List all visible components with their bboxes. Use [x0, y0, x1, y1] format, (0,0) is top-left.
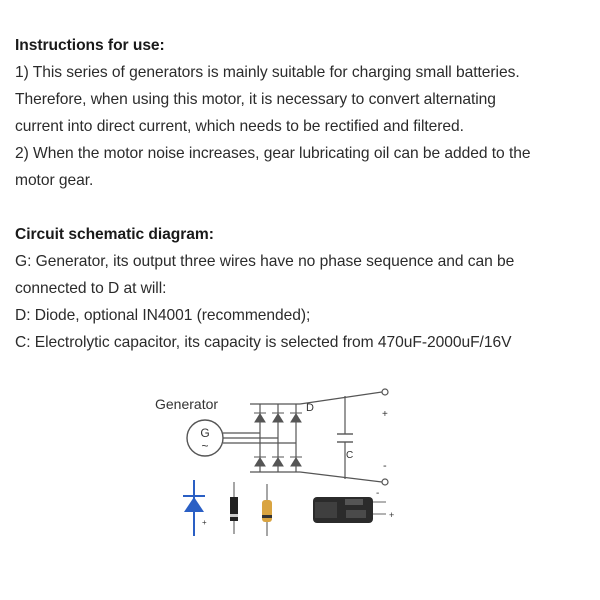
generator-ac-label: ~: [201, 439, 209, 453]
document-body: [15, 32, 595, 356]
circuit-diagram: [150, 384, 410, 554]
circuit-heading: Circuit schematic diagram:: [15, 226, 214, 243]
instructions-heading: Instructions for use:: [15, 37, 165, 54]
capacitor-component-minus-label: -: [376, 488, 380, 499]
section-spacer: [15, 194, 595, 221]
bridge-diodes-upper: [254, 413, 302, 422]
led-diode-icon: [183, 480, 205, 536]
circuit-line-3: D: Diode, optional IN4001 (recommended);: [15, 307, 311, 324]
instructions-line-3: current into direct current, which needs to be rectified and filtered.: [15, 118, 464, 135]
generator-symbol: [187, 420, 223, 456]
generator-g-label: G: [200, 426, 210, 440]
circuit-line-1: G: Generator, its output three wires have no phase sequence and can be: [15, 253, 515, 270]
circuit-line-4: C: Electrolytic capacitor, its capacity is selected from 470uF-2000uF/16V: [15, 334, 512, 351]
diode-component-plus-label: +: [202, 518, 207, 527]
capacitor-label: C: [346, 450, 354, 461]
glass-diode-icon: [262, 484, 272, 536]
bridge-diodes-lower: [254, 457, 302, 466]
instructions-line-2: Therefore, when using this motor, it is necessary to convert alternating: [15, 91, 496, 108]
1n4001-diode-icon: [230, 482, 238, 534]
circuit-line-2: connected to D at will:: [15, 280, 167, 297]
generator-label: Generator: [155, 396, 219, 412]
electrolytic-capacitor-icon: [313, 497, 386, 523]
instructions-line-1: 1) This series of generators is mainly suitable for charging small batteries.: [15, 64, 520, 81]
circuit-diagram-svg: [150, 384, 410, 554]
output-plus-label: +: [382, 409, 388, 420]
capacitor-component-plus-label: +: [389, 510, 395, 520]
instructions-line-4: 2) When the motor noise increases, gear lubricating oil can be added to the: [15, 145, 531, 162]
diode-label: D: [306, 402, 314, 414]
output-minus-label: -: [383, 460, 387, 472]
instructions-line-5: motor gear.: [15, 172, 94, 189]
capacitor-symbol: [337, 434, 353, 442]
